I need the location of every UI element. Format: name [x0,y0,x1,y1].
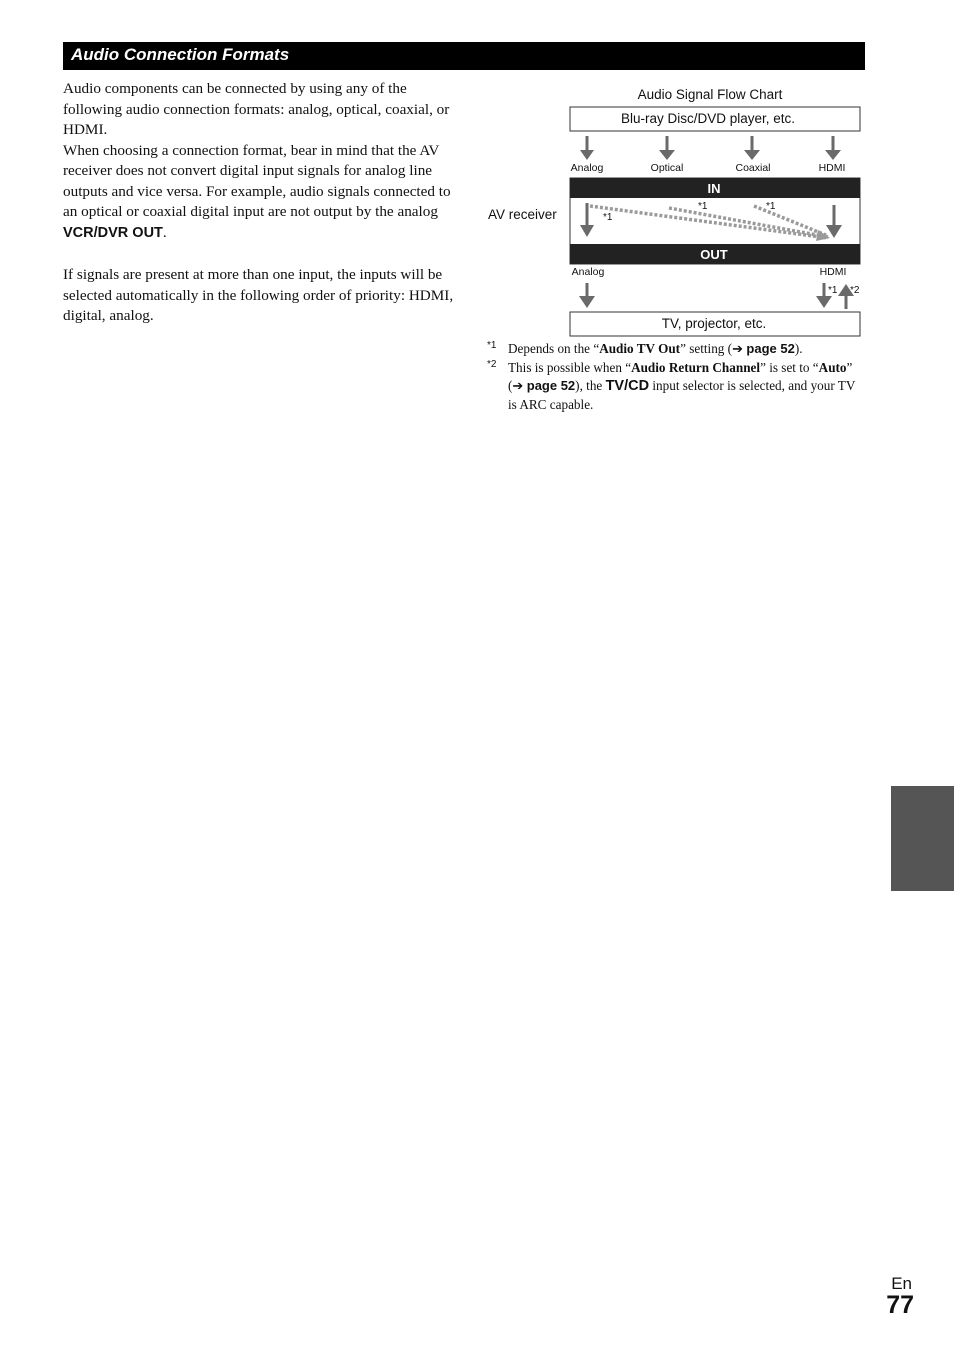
input-label-optical: Optical [650,162,684,174]
footnote-2-text-e: ” (➔ [508,359,853,393]
input-arrow-coaxial-shaft [751,136,754,152]
footnote-2-text-a: This is possible when “ [508,359,632,375]
footnote-1-text-a: Depends on the “ [508,341,600,356]
output-arrows [579,283,854,309]
note-mark-analog: *1 [603,212,613,223]
footnote-1-text-d: ). [794,341,803,356]
internal-arrow-hdmi-shaft [833,205,836,228]
output-label-analog: Analog [571,266,605,278]
note-mark-hdmi-out: *1 [828,285,838,296]
footnote-2-mark: *2 [487,358,497,370]
input-label-coaxial: Coaxial [735,162,771,174]
destination-label: TV, projector, etc. [661,316,767,331]
input-label-hdmi: HDMI [818,162,846,174]
footnote-2-text-h: input selector is selected, and your TV is ARC capable. [508,378,856,412]
audio-return-channel-term: Audio Return Channel [631,359,761,375]
source-label: Blu-ray Disc/DVD player, etc. [620,111,796,126]
footnote-2-text-c: ” is set to “ [760,359,819,375]
note-mark-hdmi-return: *2 [850,285,860,296]
body-paragraph-3: If signals are present at more than one input, the inputs will be selected automatically in the following order of priority: HDMI, digital, analog. [63,266,454,324]
input-arrow-coaxial [744,150,760,160]
tv-cd-term: TV/CD [605,378,650,394]
footnote-1-text-c: ” setting (➔ [680,341,747,356]
output-arrow-analog [579,296,595,308]
note-mark-coaxial: *1 [766,201,776,212]
input-arrow-optical [659,150,675,160]
input-arrow-analog-shaft [586,136,589,152]
chapter-side-tab [891,786,954,891]
footnote-1-mark: *1 [487,340,497,351]
note-mark-optical: *1 [698,201,708,212]
internal-arrow-analog-shaft [586,203,589,228]
input-arrows [580,136,841,160]
in-label: IN [707,181,721,196]
out-label: OUT [700,247,728,262]
body-paragraph-2-text: When choosing a connection format, bear in mind that the AV receiver does not convert digital input signals for analog line outputs and vice versa. For example, audio signals connected to an optical or coaxial digital input are not output by the analog [63,141,451,220]
footnote-1 [487,340,862,359]
page-language: En [891,1274,912,1293]
output-arrow-hdmi-down [816,296,832,308]
footnote-2-text-f: ), the [575,378,606,393]
section-title: Audio Connection Formats [71,45,290,64]
page-number: 77 [886,1291,914,1319]
footnote-1-page-ref: page 52 [746,341,795,356]
output-label-hdmi: HDMI [819,266,847,278]
body-paragraph-1: Audio components can be connected by using any of the following audio connection formats: analog, optical, coaxial, or HDMI. [63,80,450,138]
vcr-dvr-out-term: VCR/DVR OUT [63,224,163,241]
footnote-2 [487,359,862,415]
flow-chart-title: Audio Signal Flow Chart [637,87,783,102]
input-arrow-hdmi-shaft [832,136,835,152]
footnote-2-page-ref: page 52 [526,378,576,393]
footnotes [487,340,862,414]
auto-term: Auto [818,359,847,375]
input-label-analog: Analog [570,162,604,174]
audio-tv-out-term: Audio TV Out [599,341,681,356]
input-arrow-hdmi [825,150,841,160]
av-receiver-label: AV receiver [488,207,557,222]
input-arrow-optical-shaft [666,136,669,152]
body-paragraph-2-end: . [162,223,167,241]
